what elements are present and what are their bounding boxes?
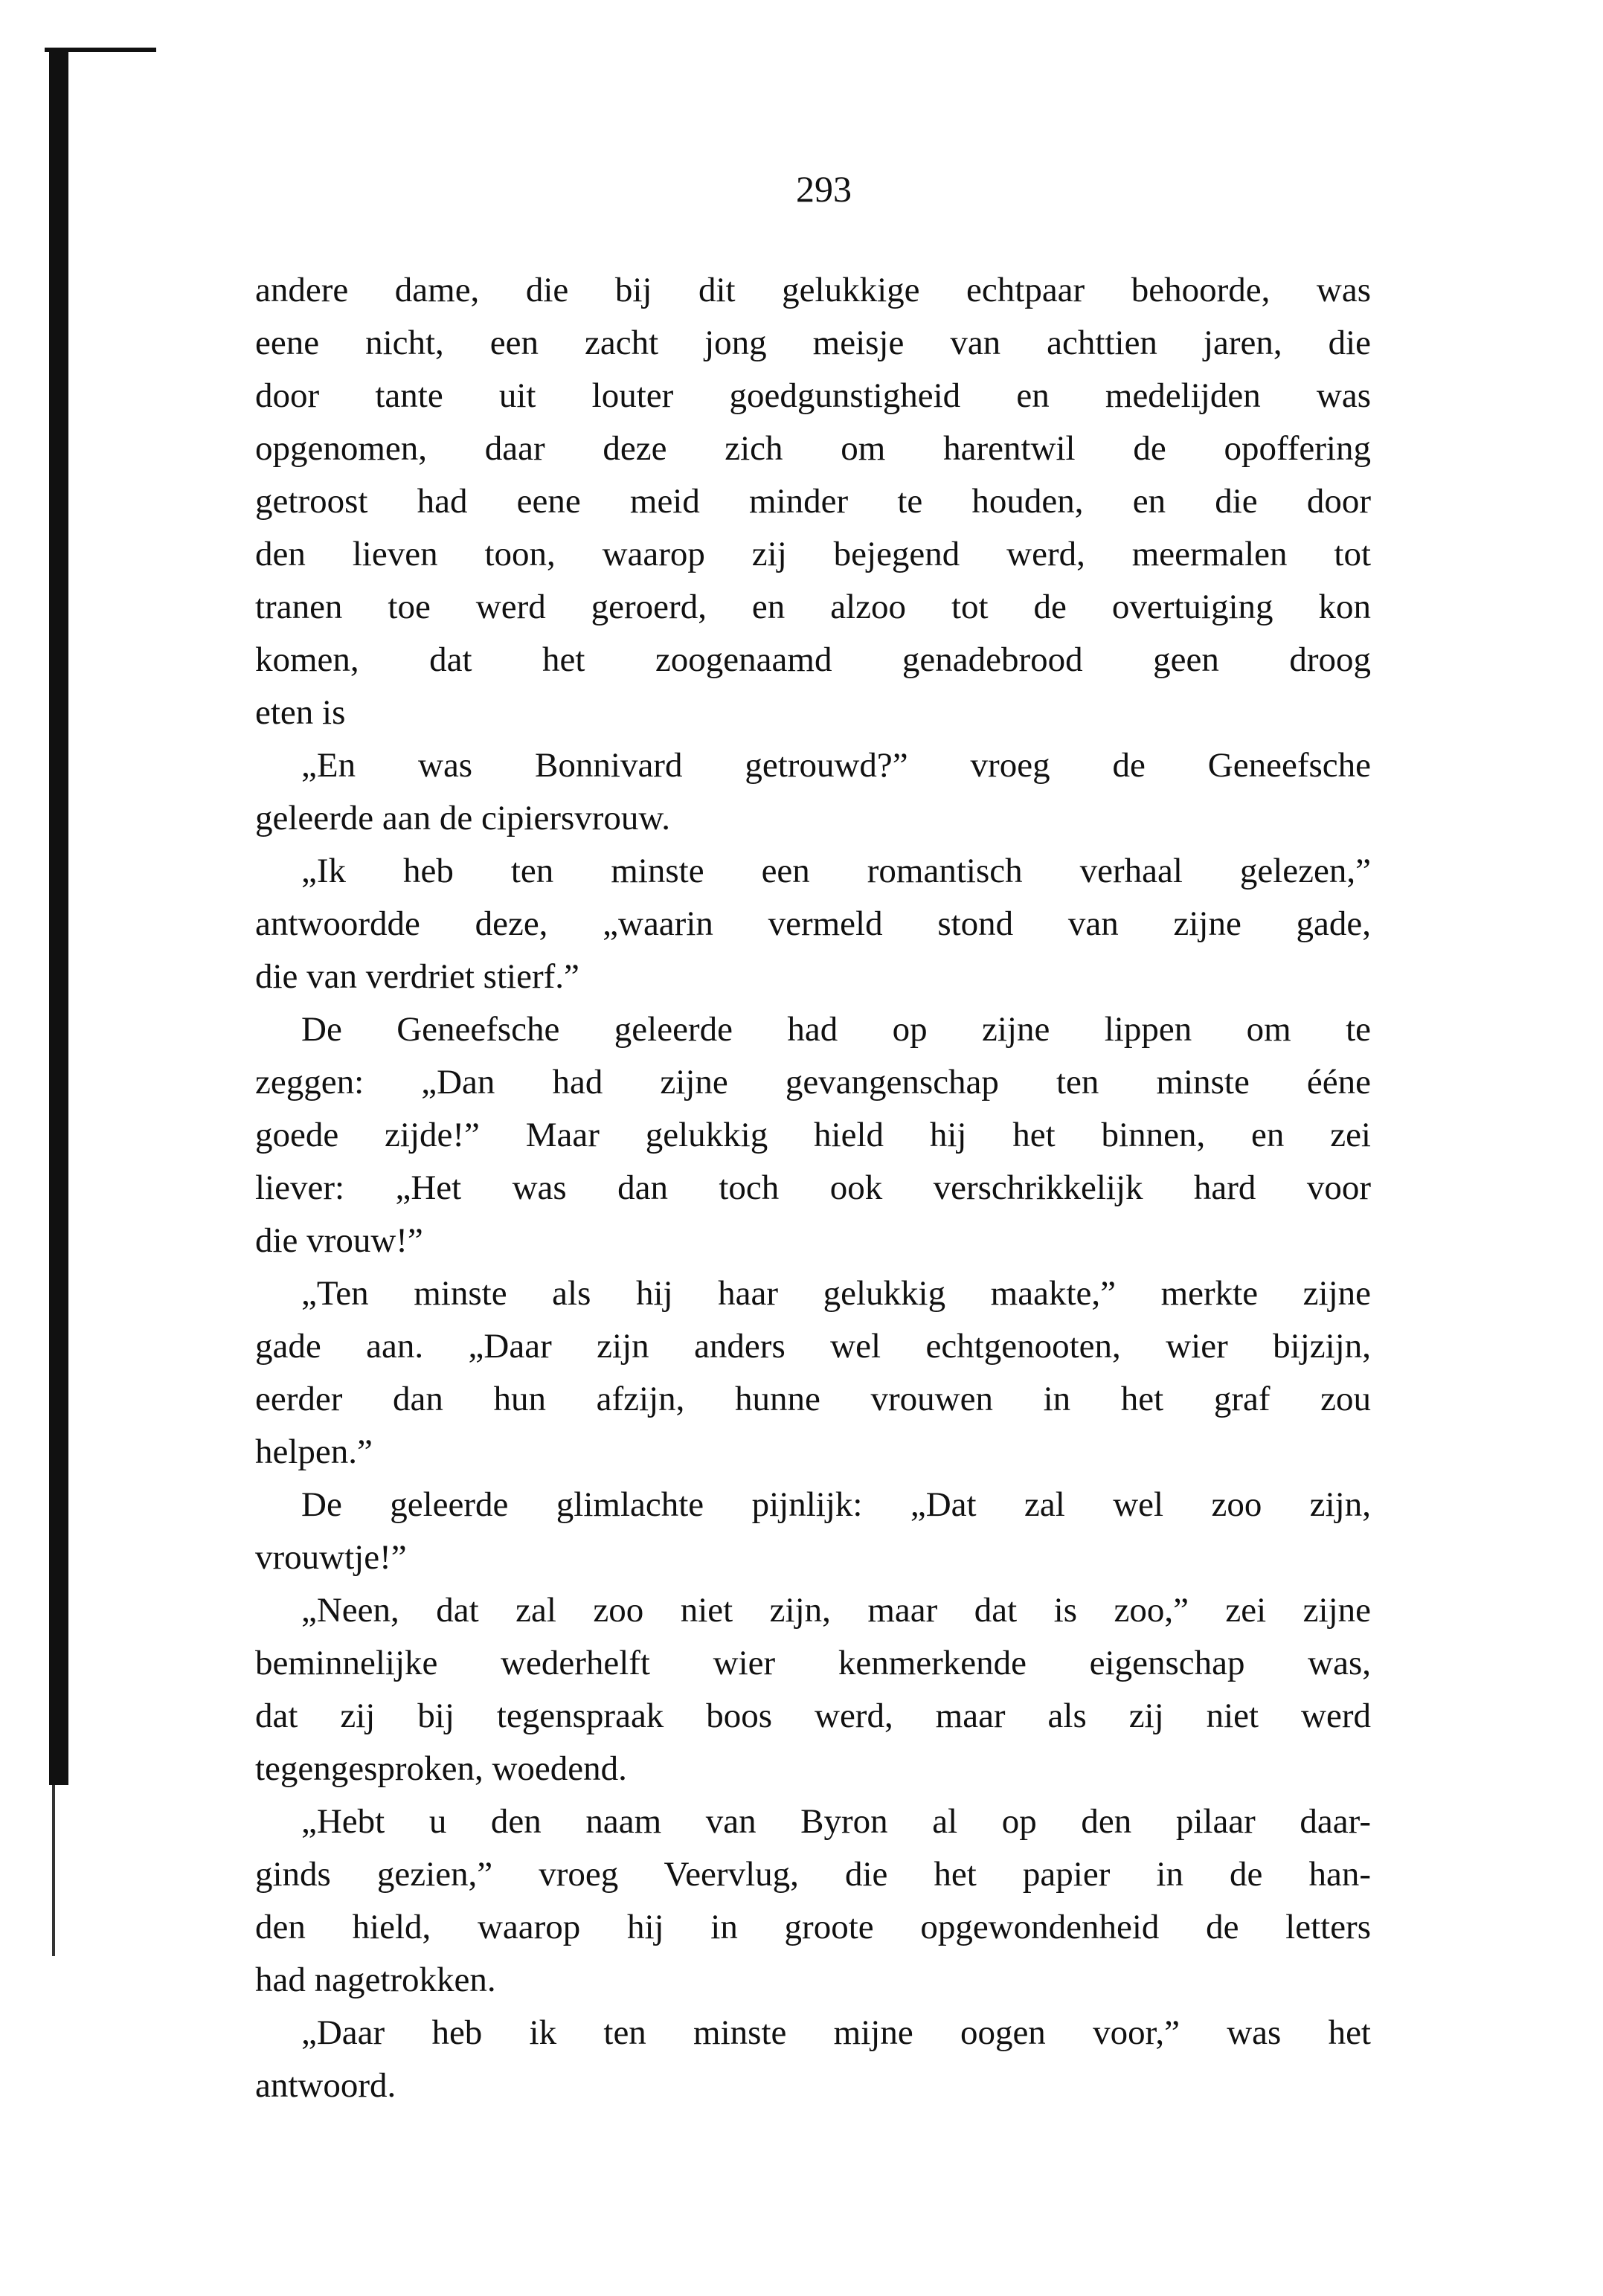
text-line: eene nicht, een zacht jong meisje van achttien jaren, die [255,324,1371,362]
text-line: antwoord. [255,2066,396,2105]
binding-edge-bar [49,52,68,1785]
text-line: gade aan. „Daar zijn anders wel echtgenooten, wier bijzijn, [255,1327,1371,1366]
text-line: „Hebt u den naam van Byron al op den pilaar daar- [301,1802,1371,1841]
text-line: opgenomen, daar deze zich om harentwil de opoffering [255,429,1371,468]
text-line: liever: „Het was dan toch ook verschrikkelijk hard voor [255,1168,1371,1207]
text-line: goede zijde!” Maar gelukkig hield hij het binnen, en zei [255,1116,1371,1154]
text-line: andere dame, die bij dit gelukkige echtpaar behoorde, was [255,271,1371,309]
text-line: eten is [255,693,346,732]
text-line: had nagetrokken. [255,1961,496,1999]
text-line: den hield, waarop hij in groote opgewondenheid de letters [255,1908,1371,1946]
text-line: De Geneefsche geleerde had op zijne lippen om te [301,1010,1371,1049]
text-line: die van verdriet stierf.” [255,957,579,996]
text-line: tranen toe werd geroerd, en alzoo tot de overtuiging kon [255,588,1371,626]
text-line: „En was Bonnivard getrouwd?” vroeg de Geneefsche [301,746,1371,785]
text-line: door tante uit louter goedgunstigheid en medelijden was [255,376,1371,415]
text-line: helpen.” [255,1432,373,1471]
text-line: komen, dat het zoogenaamd genadebrood geen droog [255,640,1371,679]
text-line: beminnelijke wederhelft wier kenmerkende eigenschap was, [255,1644,1371,1682]
text-line: ginds gezien,” vroeg Veervlug, die het papier in de han- [255,1855,1371,1894]
text-line: dat zij bij tegenspraak boos werd, maar als zij niet werd [255,1697,1371,1735]
text-line: geleerde aan de cipiersvrouw. [255,799,671,837]
text-line: die vrouw!” [255,1221,423,1260]
body-text [255,264,1371,2112]
text-line: tegengesproken, woedend. [255,1749,627,1788]
text-line: eerder dan hun afzijn, hunne vrouwen in het graf zou [255,1380,1371,1418]
text-line: „Ten minste als hij haar gelukkig maakte,” merkte zijne [301,1274,1371,1313]
binding-edge-thin-line [52,1785,55,1956]
text-line: De geleerde glimlachte pijnlijk: „Dat zal wel zoo zijn, [301,1485,1371,1524]
text-line: „Ik heb ten minste een romantisch verhaal gelezen,” [301,852,1371,890]
text-line: vrouwtje!” [255,1538,407,1577]
text-line: antwoordde deze, „waarin vermeld stond van zijne gade, [255,904,1371,943]
text-line: den lieven toon, waarop zij bejegend werd, meermalen tot [255,535,1371,573]
text-line: zeggen: „Dan had zijne gevangenschap ten minste ééne [255,1063,1371,1102]
text-line: „Daar heb ik ten minste mijne oogen voor,” was het [301,2013,1371,2052]
page-number: 293 [796,168,852,210]
text-line: „Neen, dat zal zoo niet zijn, maar dat is zoo,” zei zijne [301,1591,1371,1630]
text-line: getroost had eene meid minder te houden, en die door [255,482,1371,521]
